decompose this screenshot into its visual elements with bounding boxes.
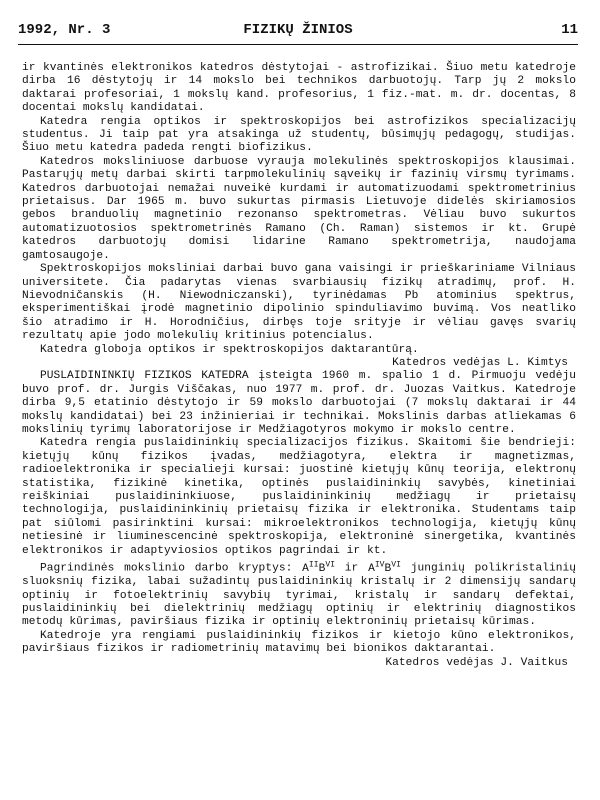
signature-optics: Katedros vedėjas L. Kimtys	[392, 356, 568, 369]
issue-label: 1992, Nr. 3	[18, 22, 111, 38]
formula-a2b6: $A^{II}B^{VI}$	[302, 560, 336, 575]
paragraph-formula: Pagrindinės mokslinio darbo kryptys: $A^{II}B^{VI}$ ir $A^{IV}B^{VI}$ junginių polikristalinių sluoksnių fizika, labai sužadintų puslaidininkių kristalų ir 2 dimensijų sandarų optinių ir fotoelektrinių savybių tyrimai, kristalų ir sandarų defektai, puslaidininkių bei dielektrinių medžiagų optinių ir elektrinių diagnostikos metodų kūrimas, paviršiaus fizika ir optinių elektroninių prietaisų kūrimas.	[22, 560, 577, 629]
paragraph: Katedra globoja optikos ir spektroskopijos daktarantūrą.	[40, 343, 419, 356]
paragraph: Katedroje yra rengiami puslaidininkių fizikos ir kietojo kūno elektronikos, paviršiaus fizikos ir radiometrinių matavimų bei bionikos daktarantai.	[22, 629, 576, 656]
paragraph: Katedros moksliniuose darbuose vyrauja molekulinės spektroskopijos klausimai. Pastarųjų metų darbai skirti tarpmolekulinių sąveikų ir fazinių virsmų tyrimams. Katedros darbuotojai nemažai nuveikė kurdami ir automatizuodami spektrometrinius prietaisus. Dar 1965 m. buvo sukurtas pirmasis Lietuvoje didelės skiriamosios gebos branduolių magnetinio rezonanso spektrometras. Vėliau buvo sukurtos automatizuotosios spektrometrinės Ramano (Ch. Raman) sistemos ir kt. Grupė katedros darbuotojų domisi lidarine Ramano spektrometrija, naudojama gamtosaugoje.	[22, 155, 576, 262]
signature-semiconductor: Katedros vedėjas J. Vaitkus	[385, 656, 568, 669]
article-body	[22, 62, 576, 670]
page-number: 11	[561, 22, 578, 38]
paragraph: ir kvantinės elektronikos katedros dėstytojai - astrofizikai. Šiuo metu katedroje dirba 16 dėstytojų ir 14 mokslo bei technikos darbuotojų. Tarp jų 2 mokslo daktarai profesoriai, 1 mokslų kand. profesorius, 1 fiz.-mat. m. dr. docentas, 8 docentai mokslų kandidatai.	[22, 62, 576, 115]
formula-a4b6: $A^{IV}B^{VI}$	[368, 560, 401, 575]
header-rule	[18, 44, 578, 45]
section-paragraph	[22, 370, 576, 437]
journal-title: FIZIKŲ ŽINIOS	[243, 22, 353, 38]
section-text: įsteigta 1960 m. spalio 1 d. Pirmuoju vedėju buvo prof. dr. Jurgis Viščakas, nuo 1977 m. prof. dr. Juozas Vaitkus. Katedroje dirba 9,5 etatinio dėstytojo ir 59 mokslo darbuotojai (7 mokslų daktarai ir 44 mokslų kandidatai) bei 23 inžinieriai ir technikai. Mokslinis darbas atliekamas 6 mokslinių tyrimų laboratorijose ir Medžiagotyros mokymo ir mokslo centre.	[22, 370, 576, 436]
paragraph: Spektroskopijos moksliniai darbai buvo gana vaisingi ir prieškariniame Vilniaus universitete. Čia padarytas vienas svarbiausių fizikų atradimų, prof. H. Nievodničanskis (H. Niewodniczanski), tyrinėdamas Pb atominius spektrus, eksperimentiškai įrodė magnetinio dipolinio spinduliavimo buvimą. Vos neatliko šio atradimo ir H. Horodničius, dirbęs toje srityje ir vėliau gavęs svarių rezultatų apie jodo molekulių kritinius potencialus.	[22, 263, 576, 343]
paragraph: Katedra rengia puslaidininkių specializacijos fizikus. Skaitomi šie bendrieji: kietųjų kūnų fizikos įvadas, medžiagotyra, elektra ir magnetizmas, radioelektronika ir specialieji kursai: juostinė kietųjų kūnų teorija, elektronų statistika, fizikinė kinetika, optinės puslaidininkių savybės, kinetiniai reiškiniai puslaidininkiuose, puslaidininkinių medžiagų ir prietaisų technologija, puslaidininkinių prietaisų fizika ir elektronika. Studentams taip pat siūlomi pasirinktini kursai: mikroelektronikos technologija, kietųjų kūnų netiesinė ir liuminescencinė spektroskopija, elektroninė sinergetika, kvantinės elektronikos ir adaptyviosios optikos pagrindai ir kt.	[22, 437, 576, 557]
page-header	[18, 22, 578, 40]
section-title: PUSLAIDININKIŲ FIZIKOS KATEDRA	[40, 370, 249, 383]
paragraph: Katedra rengia optikos ir spektroskopijos bei astrofizikos specializacijų studentus. Ji taip pat yra atsakinga už studentų, būsimųjų pedagogų, studijas. Šiuo metu katedra padeda rengti biofizikus.	[22, 115, 576, 155]
